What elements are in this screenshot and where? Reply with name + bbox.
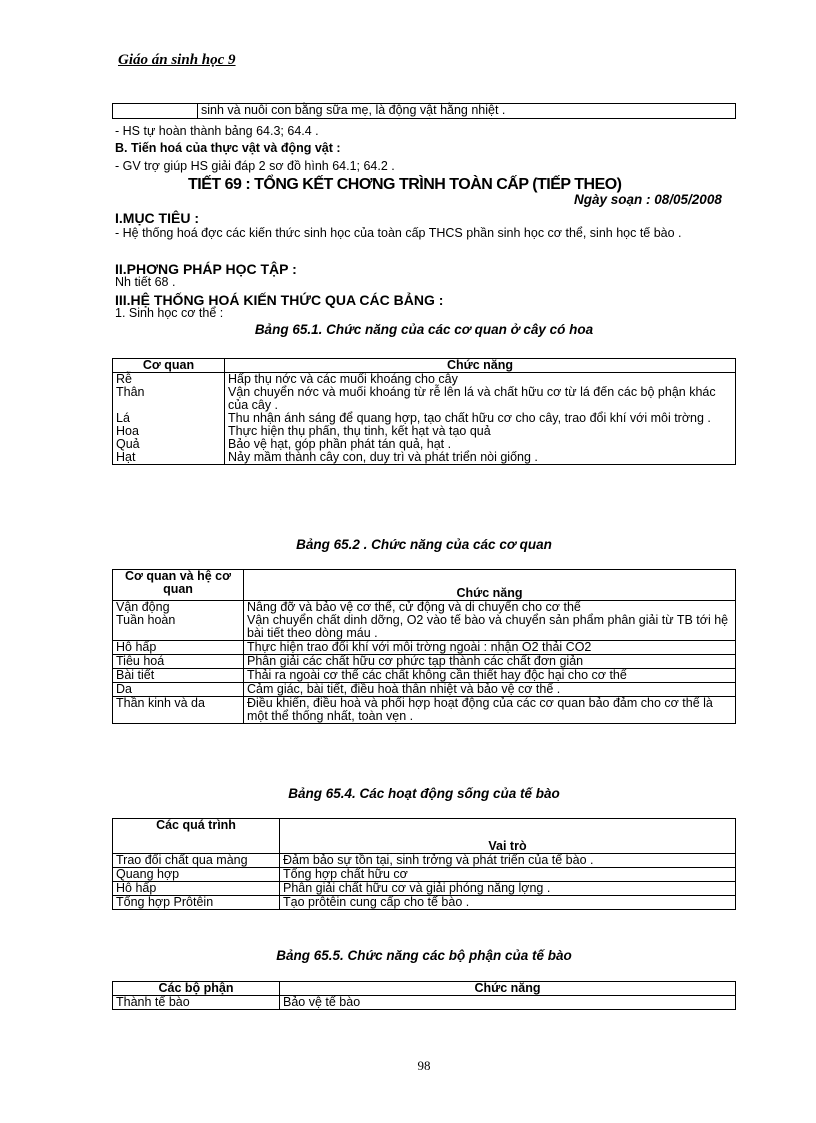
table-cell: Thu nhận ánh sáng để quang hợp, tạo chất hữu cơ cho cây, trao đổi khí với môi trờng . — [225, 412, 736, 425]
table-cell: Trao đổi chất qua màng — [113, 854, 280, 868]
paragraph: Nh tiết 68 . — [115, 275, 176, 289]
column-header: Các quá trình — [113, 819, 280, 854]
table-row — [113, 601, 736, 615]
table-cell: Thành tế bào — [113, 996, 280, 1010]
cell-parts-table — [112, 981, 736, 1010]
table-cell: Hô hấp — [113, 641, 244, 655]
table-cell: Hoa — [113, 425, 225, 438]
table-row — [113, 386, 736, 412]
table-cell: sinh và nuôi con bằng sữa mẹ, là động vật hằng nhiệt . — [198, 104, 736, 119]
organ-function-table — [112, 358, 736, 465]
table-cell: Phân giải chất hữu cơ và giải phóng năng lợng . — [280, 882, 736, 896]
table-cell: Bài tiết — [113, 669, 244, 683]
table-cell: Bảo vệ hạt, góp phần phát tán quả, hạt . — [225, 438, 736, 451]
paragraph: - Hệ thống hoá đợc các kiến thức sinh học của toàn cấp THCS phần sinh học cơ thể, sinh học tế bào . — [115, 226, 682, 240]
table-cell: Phân giải các chất hữu cơ phức tạp thành các chất đơn giản — [244, 655, 736, 669]
table-cell: Vận chuyển nớc và muối khoáng từ rễ lên lá và chất hữu cơ từ lá đến các bộ phận khác của cây . — [225, 386, 736, 412]
table-row — [113, 697, 736, 724]
section-heading: B. Tiến hoá của thực vật và động vật : — [115, 141, 341, 155]
table-row — [113, 655, 736, 669]
table-cell — [113, 104, 198, 119]
table-row — [113, 868, 736, 882]
cell-activity-table — [112, 818, 736, 910]
column-header: Vai trò — [280, 819, 736, 854]
paragraph: 1. Sinh học cơ thể : — [115, 306, 224, 320]
table-cell: Cảm giác, bài tiết, điều hoà thân nhiệt và bảo vệ cơ thể . — [244, 683, 736, 697]
table-cell: Bảo vệ tế bào — [280, 996, 736, 1010]
table-row — [113, 373, 736, 387]
instruction-line: - HS tự hoàn thành bảng 64.3; 64.4 . — [115, 124, 319, 138]
table-row — [113, 669, 736, 683]
table-caption: Bảng 65.4. Các hoạt động sống của tế bào — [288, 786, 560, 801]
table-cell: Thực hiện trao đổi khí với môi trờng ngoài : nhận O2 thải CO2 — [244, 641, 736, 655]
table-cell: Thải ra ngoài cơ thể các chất không cần thiết hay độc hại cho cơ thể — [244, 669, 736, 683]
table-cell: Hạt — [113, 451, 225, 465]
table-caption: Bảng 65.2 . Chức năng của các cơ quan — [296, 537, 552, 552]
table-cell: Quang hợp — [113, 868, 280, 882]
table-cell: Thực hiện thụ phấn, thụ tinh, kết hạt và tạo quả — [225, 425, 736, 438]
table-header-row — [113, 819, 736, 854]
table-row — [113, 614, 736, 641]
table-caption: Bảng 65.1. Chức năng của các cơ quan ở cây có hoa — [254, 322, 594, 337]
table-cell: Nâng đỡ và bảo vệ cơ thể, cử động và di chuyển cho cơ thể — [244, 601, 736, 615]
lesson-title: TIẾT 69 : TỔNG KẾT CHƠNG TRÌNH TOÀN CẤP (TIẾP THEO) — [188, 176, 622, 193]
table-cell: Lá — [113, 412, 225, 425]
table-header-row — [113, 982, 736, 996]
column-header: Chức năng — [244, 570, 736, 601]
top-partial-table — [112, 103, 736, 119]
table-cell: Điều khiển, điều hoà và phối hợp hoạt động của các cơ quan bảo đảm cho cơ thể là một thể thống nhất, toàn vẹn . — [244, 697, 736, 724]
table-cell: Nảy mầm thành cây con, duy trì và phát triển nòi giống . — [225, 451, 736, 465]
column-header: Cơ quan — [113, 359, 225, 373]
column-header: Cơ quan và hệ cơ quan — [113, 570, 244, 601]
column-header: Chức năng — [225, 359, 736, 373]
table-cell: Tiêu hoá — [113, 655, 244, 669]
date-line: Ngày soạn : 08/05/2008 — [574, 192, 722, 207]
table-cell: Vận chuyển chất dinh dỡng, O2 vào tế bào và chuyển sản phẩm phân giải từ TB tới hệ bài tiết theo dòng máu . — [244, 614, 736, 641]
table-cell: Quả — [113, 438, 225, 451]
column-header: Các bộ phận — [113, 982, 280, 996]
section-heading: I.MỤC TIÊU : — [115, 210, 199, 226]
table-row — [113, 854, 736, 868]
table-cell: Tổng hợp chất hữu cơ — [280, 868, 736, 882]
table-cell: Rễ — [113, 373, 225, 387]
table-cell: Vận động — [113, 601, 244, 615]
section-heading: II.PHƠNG PHÁP HỌC TẬP : — [115, 261, 297, 277]
table-cell: Tuần hoàn — [113, 614, 244, 641]
table-cell: Hấp thụ nớc và các muối khoáng cho cây — [225, 373, 736, 387]
table-row — [113, 996, 736, 1010]
table-cell: Thần kinh và da — [113, 697, 244, 724]
section-heading: III.HỆ THỐNG HOÁ KIẾN THỨC QUA CÁC BẢNG : — [115, 292, 444, 308]
table-row — [113, 451, 736, 465]
table-cell: Thân — [113, 386, 225, 412]
table-header-row — [113, 570, 736, 601]
table-cell: Đảm bảo sự tồn tại, sinh trởng và phát triển của tế bào . — [280, 854, 736, 868]
table-header-row — [113, 359, 736, 373]
table-cell: Tổng hợp Prôtêin — [113, 896, 280, 910]
column-header: Chức năng — [280, 982, 736, 996]
instruction-line: - GV trợ giúp HS giải đáp 2 sơ đồ hình 64.1; 64.2 . — [115, 159, 395, 173]
table-row — [113, 896, 736, 910]
table-cell: Hô hấp — [113, 882, 280, 896]
document-header: Giáo án sinh học 9 — [118, 52, 236, 68]
table-cell: Da — [113, 683, 244, 697]
table-row — [113, 641, 736, 655]
page-number: 98 — [417, 1058, 431, 1073]
table-row — [113, 104, 736, 119]
table-row — [113, 882, 736, 896]
table-caption: Bảng 65.5. Chức năng các bộ phận của tế bào — [276, 948, 572, 963]
table-row — [113, 683, 736, 697]
system-function-table — [112, 569, 736, 724]
table-cell: Tạo prôtêin cung cấp cho tế bào . — [280, 896, 736, 910]
